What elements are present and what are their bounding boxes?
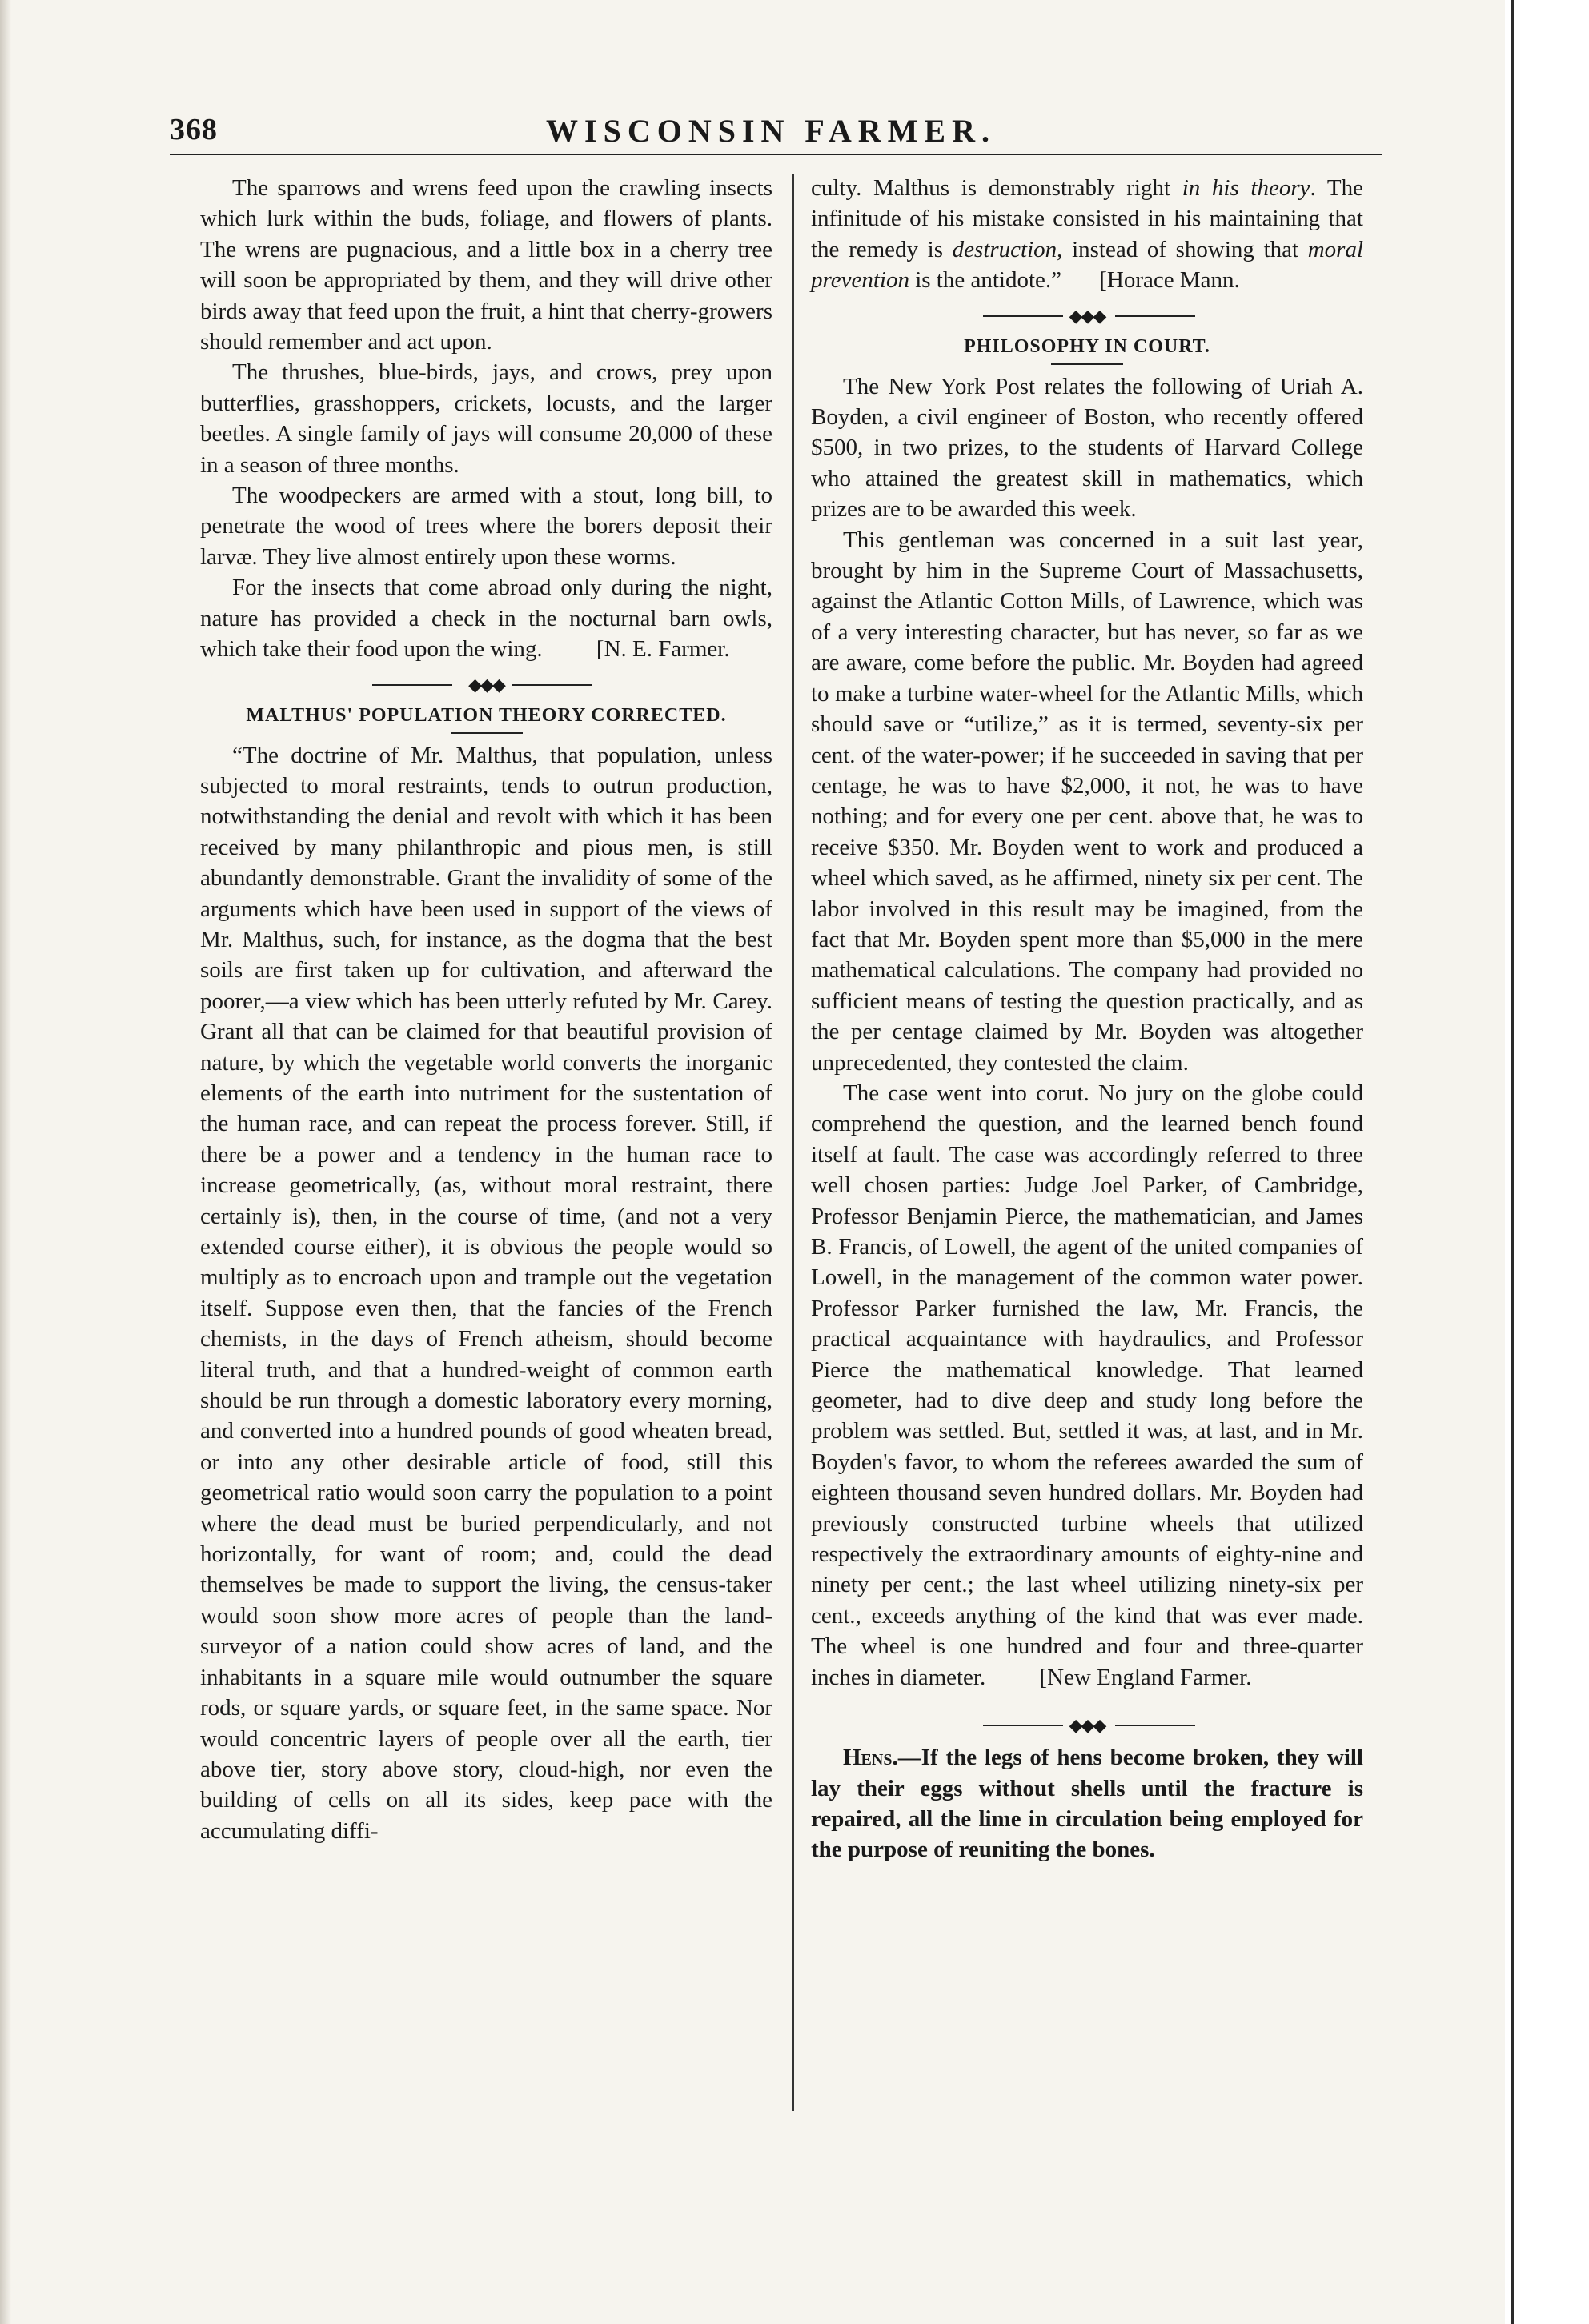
italic-segment: destruction — [952, 236, 1057, 262]
paragraph — [811, 1078, 1363, 1693]
page-number: 368 — [170, 113, 218, 146]
right-column — [811, 173, 1363, 1865]
paragraph: The sparrows and wrens feed upon the crawling insects which lurk within the buds, foliage, and flowers of plants. The wrens are pugnacious, and a little box in a cherry tree will soon be appropriated by them, and they will drive other birds away that feed upon the fruit, a hint that cherry-growers should remember and act upon. — [200, 175, 772, 355]
paragraph: This gentleman was concerned in a suit last year, brought by him in the Supreme Court of Massachusetts, against the Atlantic Cotton Mills, of Lawrence, which was of a very interesting character, but has never, so far as we are aware, come before the public. Mr. Boyden had agreed to make a turbine water-wheel for the Atlantic Mills, which should save or “utilize,” as it is termed, seventy-six per cent. of the water-power; if he succeeded in saving that per centage, he was to have $2,000, it not, he was to have nothing; and for every one per cent. above that, he was to receive $350. Mr. Boyden went to work and produced a wheel which saved, as he affirmed, ninety six per cent. The labor involved in this result may be imagined, from the fact that Mr. Boyden spent more than $5,000 in the mere mathematical calculations. The company had provided no sufficient means of testing the question practically, and as the per centage claimed by Mr. Boyden was altogether unprecedented, they contested the claim. — [811, 527, 1363, 1076]
section-separator — [811, 303, 1363, 330]
journal-title: WISCONSIN FARMER. — [546, 113, 996, 149]
left-column — [200, 173, 772, 1846]
paragraph — [200, 572, 772, 664]
section-separator — [200, 671, 772, 699]
article-source: [New England Farmer. — [1039, 1664, 1252, 1690]
separator-ornament: ◆◆◆ — [1069, 1715, 1105, 1736]
article-heading: PHILOSOPHY IN COURT. — [964, 335, 1210, 357]
paragraph-text: For the insects that come abroad only during the night, nature has provided a check in the nocturnal barn owls, which take their food upon the wing. — [200, 575, 772, 663]
page-header — [170, 112, 1382, 160]
header-rule — [170, 154, 1382, 155]
article-source: [Horace Mann. — [1099, 267, 1240, 294]
page-margin — [1505, 0, 1589, 2324]
separator-ornament: ◆◆◆ — [468, 674, 504, 695]
heading-rule — [451, 732, 523, 734]
article-source: [N. E. Farmer. — [596, 636, 730, 663]
text-segment: , instead of showing that — [1057, 236, 1308, 262]
paragraph: The New York Post relates the following of Uriah A. Boyden, a civil engineer of Boston, who recently offered $500, in two prizes, to the students of Harvard College who attained the greatest skill in mathematics, which prizes are to be awarded this week. — [811, 373, 1363, 523]
article-heading: MALTHUS' POPULATION THEORY CORRECTED. — [246, 704, 727, 726]
text-segment: culty. Malthus is demonstrably right — [811, 175, 1182, 201]
birds-article — [200, 173, 772, 665]
hens-lead: Hens. — [843, 1745, 898, 1771]
separator-ornament: ◆◆◆ — [1069, 305, 1105, 326]
column-divider — [792, 174, 794, 2111]
hens-note — [811, 1742, 1363, 1865]
malthus-article — [200, 740, 772, 1847]
binding-shadow — [0, 0, 11, 2324]
text-segment: . The infinitude of his mistake consisted in his maintaining that the remedy is — [811, 175, 1363, 262]
italic-segment: moral prevention — [811, 236, 1364, 294]
heading-rule — [1051, 363, 1123, 365]
page-edge-line — [1511, 0, 1514, 2324]
text-segment: is the antidote.” — [909, 267, 1062, 294]
paragraph: The thrushes, blue-birds, jays, and crows, prey upon butterflies, grasshoppers, crickets, locusts, and the larger beetles. A single family of jays will consume 20,000 of these in a season of three months. — [200, 359, 772, 478]
section-separator — [811, 1712, 1363, 1739]
paragraph-text: The case went into corut. No jury on the globe could comprehend the question, and the learned bench found itself at fault. The case was accordingly referred to three well chosen parties: Judge Joel Parker, of Cambridge, Professor Benjamin Pierce, the mathematician, and James B. Francis, of Lowell, the agent of the united companies of Lowell, in the management of the common water power. Professor Parker furnished the law, Mr. Francis, the practical acquaintance with haydraulics, and Professor Pierce the mathematical knowledge. That learned geometer, had to dive deep and study long before the problem was settled. But, settled it was, at last, and in Mr. Boyden's favor, to whom the referees awarded the sum of eighteen thousand seven hundred dollars. Mr. Boyden had previously constructed turbine wheels that utilized respectively the extraordinary amounts of eighty-nine and ninety per cent.; the last wheel utilizing ninety-six per cent., exceeds anything of the kind that was ever made. The wheel is one hundred and four and three-quarter inches in diameter. — [811, 1080, 1363, 1690]
hens-text: —If the legs of hens become broken, they will lay their eggs without shells until the fracture is repaired, all the lime in circulation being employed for the purpose of reuniting the bones. — [811, 1745, 1363, 1863]
philosophy-article — [811, 371, 1363, 1693]
malthus-continued — [811, 173, 1363, 296]
italic-segment: in his theory — [1182, 175, 1310, 201]
paragraph: The woodpeckers are armed with a stout, long bill, to penetrate the wood of trees where the borers deposit their larvæ. They live almost entirely upon these worms. — [200, 483, 772, 570]
paragraph: “The doctrine of Mr. Malthus, that population, unless subjected to moral restraints, tends to outrun production, notwithstanding the denial and revolt with which it has been received by many philanthropic and pious men, is still abundantly demonstrable. Grant the invalidity of some of the arguments which have been used in support of the views of Mr. Malthus, such, for instance, as the dogma that the best soils are first taken up for cultivation, and afterward the poorer,—a view which has been utterly refuted by Mr. Carey. Grant all that can be claimed for that beautiful provision of nature, by which the vegetable world converts the inorganic elements of the earth into nutriment for the sustentation of the human race, and can repeat the process forever. Still, if there be a power and a tendency in the human race to increase geometrically, (as, without moral restraint, there certainly is), then, in the course of time, (and not a very extended course either), it is obvious the people would so multiply as to encroach upon and trample out the vegetation itself. Suppose even then, that the fancies of the French chemists, in the days of French atheism, should become literal truth, and that a hundred-weight of common earth should be run through a domestic laboratory every morning, and converted into a hundred pounds of good wheaten bread, or into any other desirable article of food, still this geometrical ratio would soon carry the population to a point where the dead must be buried perpendicularly, and not horizontally, for want of room; and, could the dead themselves be made to support the living, the census-taker would soon show more acres of people than the land-surveyor of a nation could show acres of land, and the inhabitants in a square mile would outnumber the square rods, or square yards, or square feet, in the same space. Nor would concentric layers of people over all the earth, tier above tier, story above story, cloud-high, nor even the building of cells on all its sides, keep pace with the accumulating diffi- — [200, 742, 772, 1844]
